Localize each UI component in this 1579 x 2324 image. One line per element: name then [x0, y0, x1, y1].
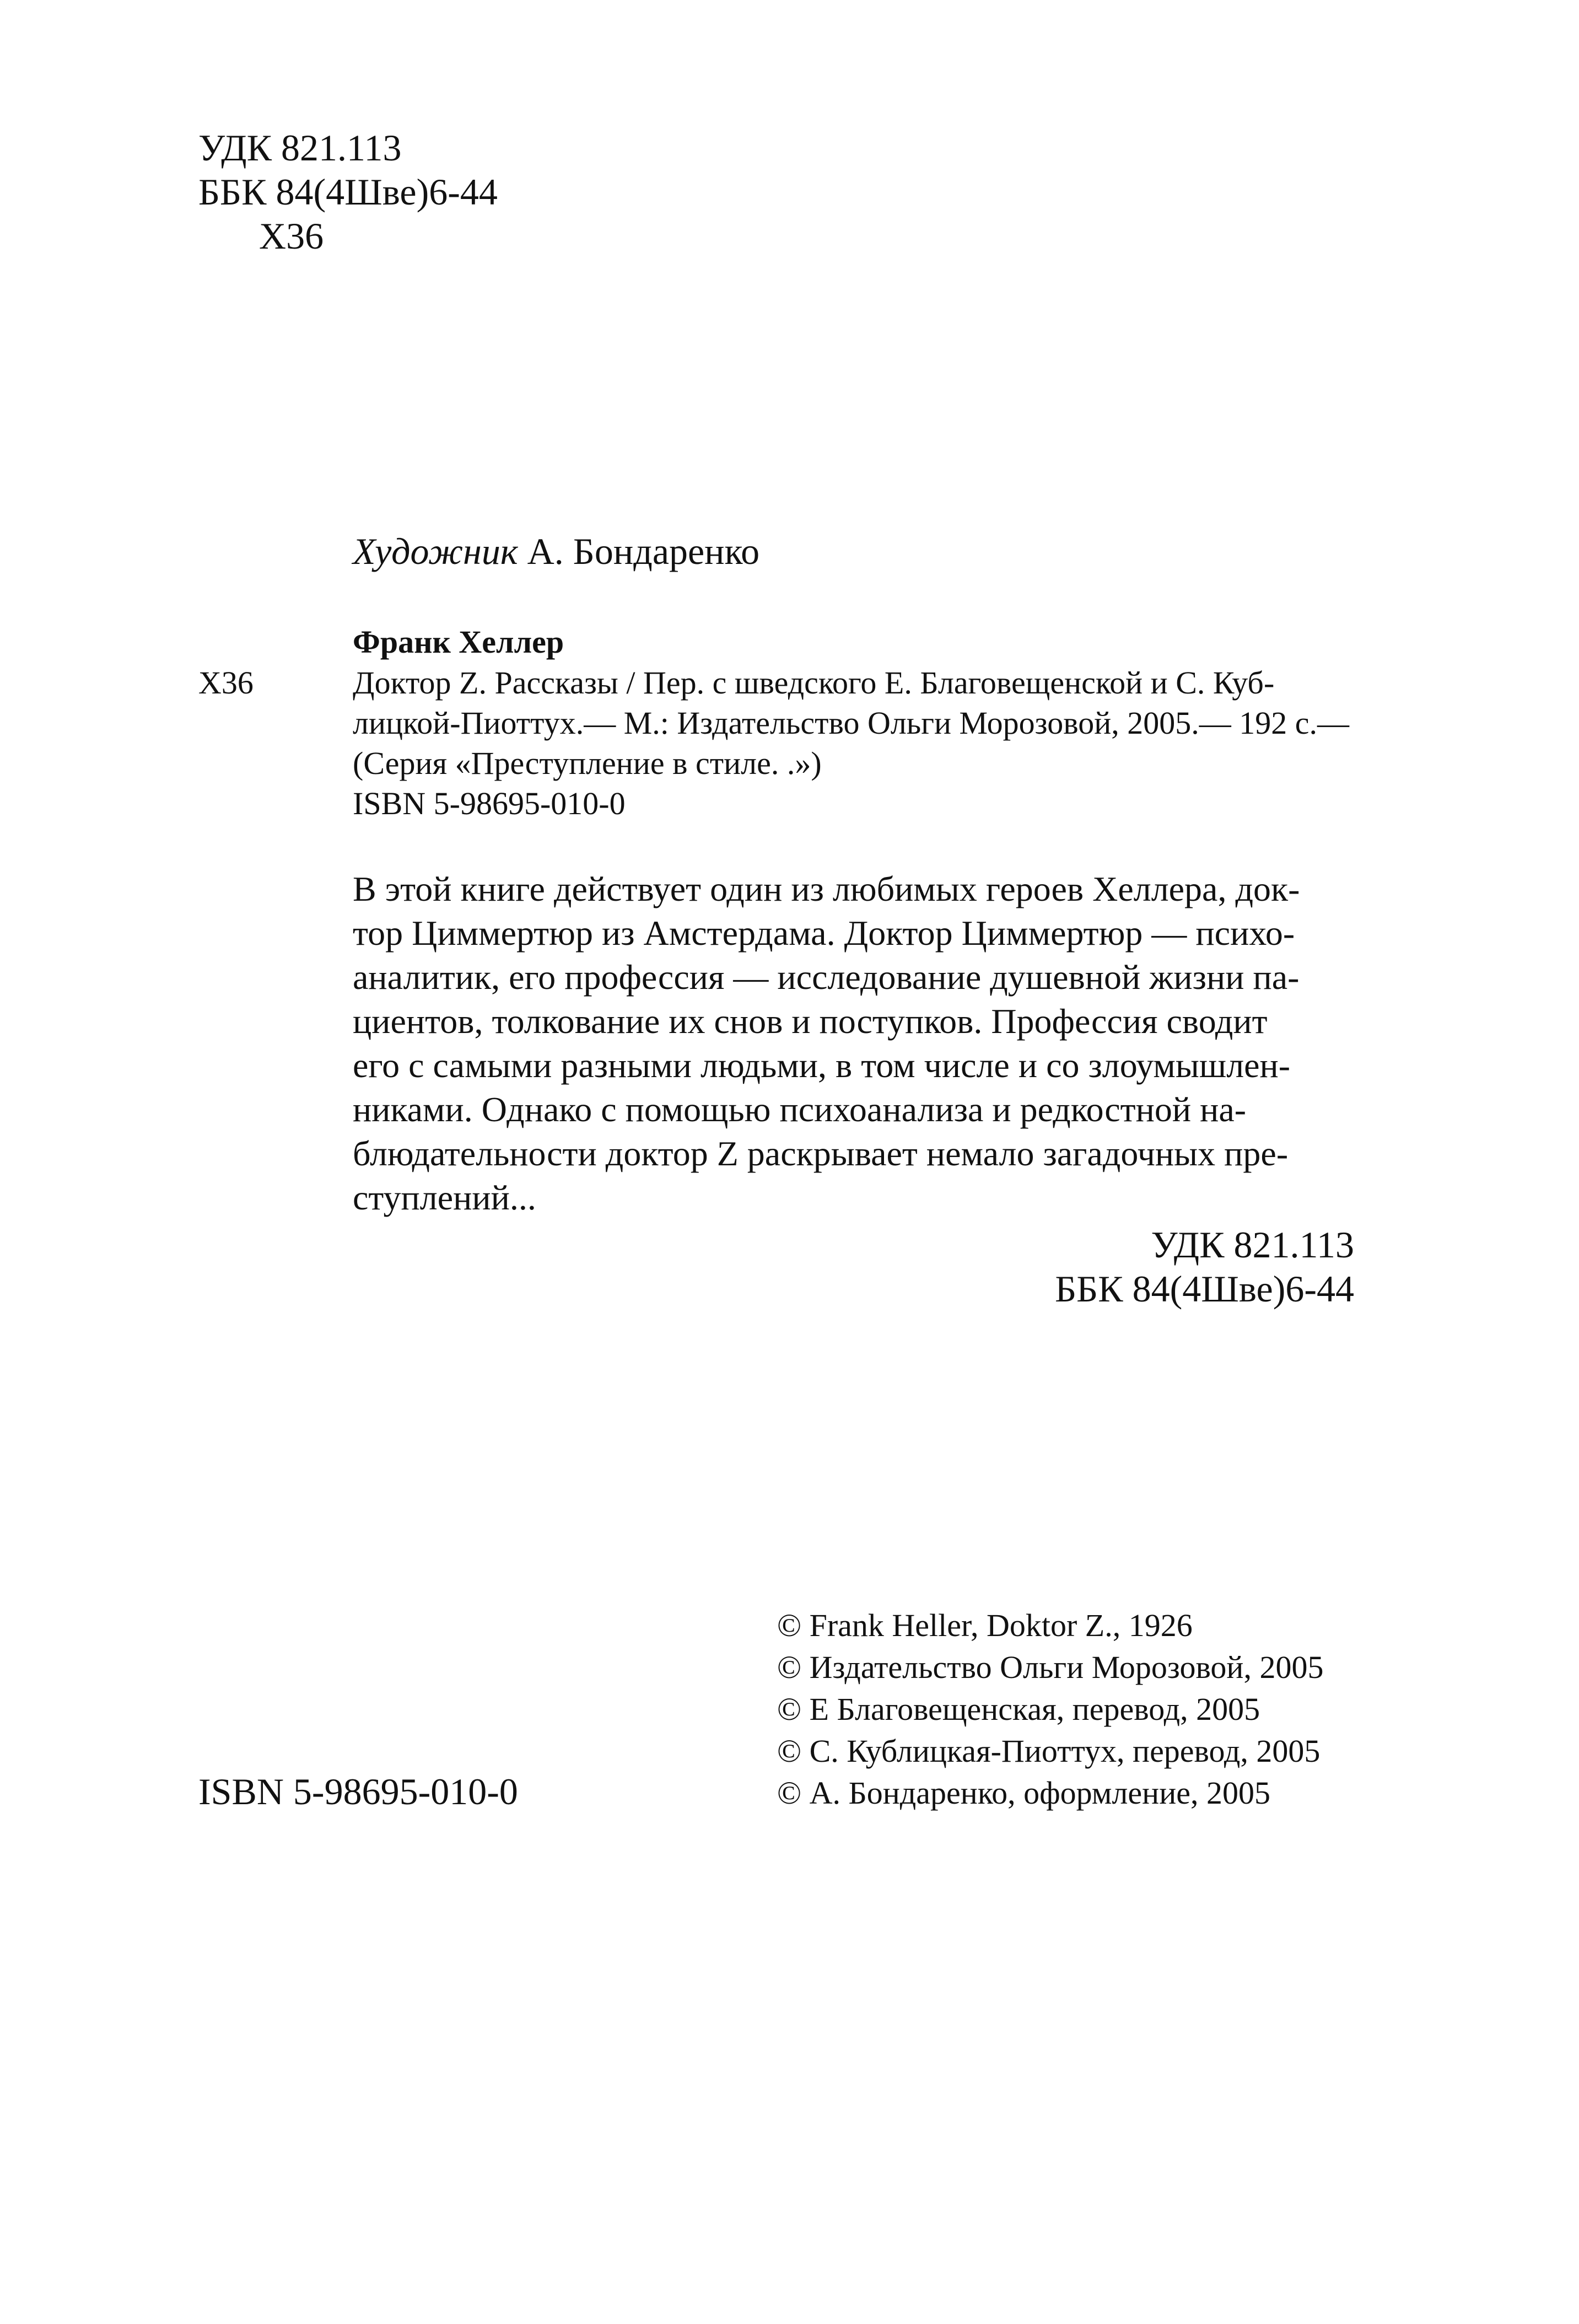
annotation-line: никами. Однако с помощью психоанализа и редкостной на- — [353, 1090, 1247, 1129]
copyright-line: © Издательство Ольги Морозовой, 2005 — [777, 1649, 1324, 1685]
catalog-description-line: (Серия «Преступление в стиле. .») — [353, 745, 822, 781]
card-bbk-code: ББК 84(4Шве)6-44 — [1055, 1268, 1354, 1310]
isbn-bottom: ISBN 5-98695-010-0 — [198, 1771, 518, 1812]
annotation-line: аналитик, его профессия — исследование душевной жизни па- — [353, 957, 1300, 997]
copyright-line: © Frank Heller, Doktor Z., 1926 — [777, 1607, 1193, 1643]
card-udk-code: УДК 821.113 — [1151, 1224, 1354, 1266]
annotation-line: ступлений... — [353, 1178, 536, 1217]
artist-role: Художник — [353, 530, 518, 572]
annotation-line: блюдательности доктор Z раскрывает немало загадочных пре- — [353, 1134, 1289, 1173]
copyright-line: © А. Бондаренко, оформление, 2005 — [777, 1775, 1270, 1811]
annotation-line: циентов, толкование их снов и поступков. Профессия сводит — [353, 1002, 1268, 1041]
artist-credit — [353, 529, 759, 573]
author-sign: Х36 — [259, 215, 324, 257]
annotation-line: его с самыми разными людьми, в том числе и со злоумышлен- — [353, 1046, 1291, 1085]
udk-code: УДК 821.113 — [198, 127, 402, 169]
bbk-code: ББК 84(4Шве)6-44 — [198, 171, 498, 213]
copyright-line: © С. Кублицкая-Пиоттух, перевод, 2005 — [777, 1733, 1321, 1769]
copyright-line: © Е Благовещенская, перевод, 2005 — [777, 1691, 1260, 1727]
annotation-line: тор Циммертюр из Амстердама. Доктор Циммертюр — психо- — [353, 913, 1295, 953]
artist-name: А. Бондаренко — [527, 530, 760, 572]
catalog-author: Франк Хеллер — [353, 624, 564, 660]
catalog-isbn: ISBN 5-98695-010-0 — [353, 786, 626, 821]
catalog-sign: Х36 — [198, 665, 254, 701]
catalog-description-line: лицкой-Пиоттух.— М.: Издательство Ольги Морозовой, 2005.— 192 с.— — [353, 705, 1350, 741]
catalog-description-line: Доктор Z. Рассказы / Пер. с шведского Е. Благовещенской и С. Куб- — [353, 665, 1275, 701]
annotation-line: В этой книге действует один из любимых героев Хеллера, док- — [353, 869, 1300, 908]
